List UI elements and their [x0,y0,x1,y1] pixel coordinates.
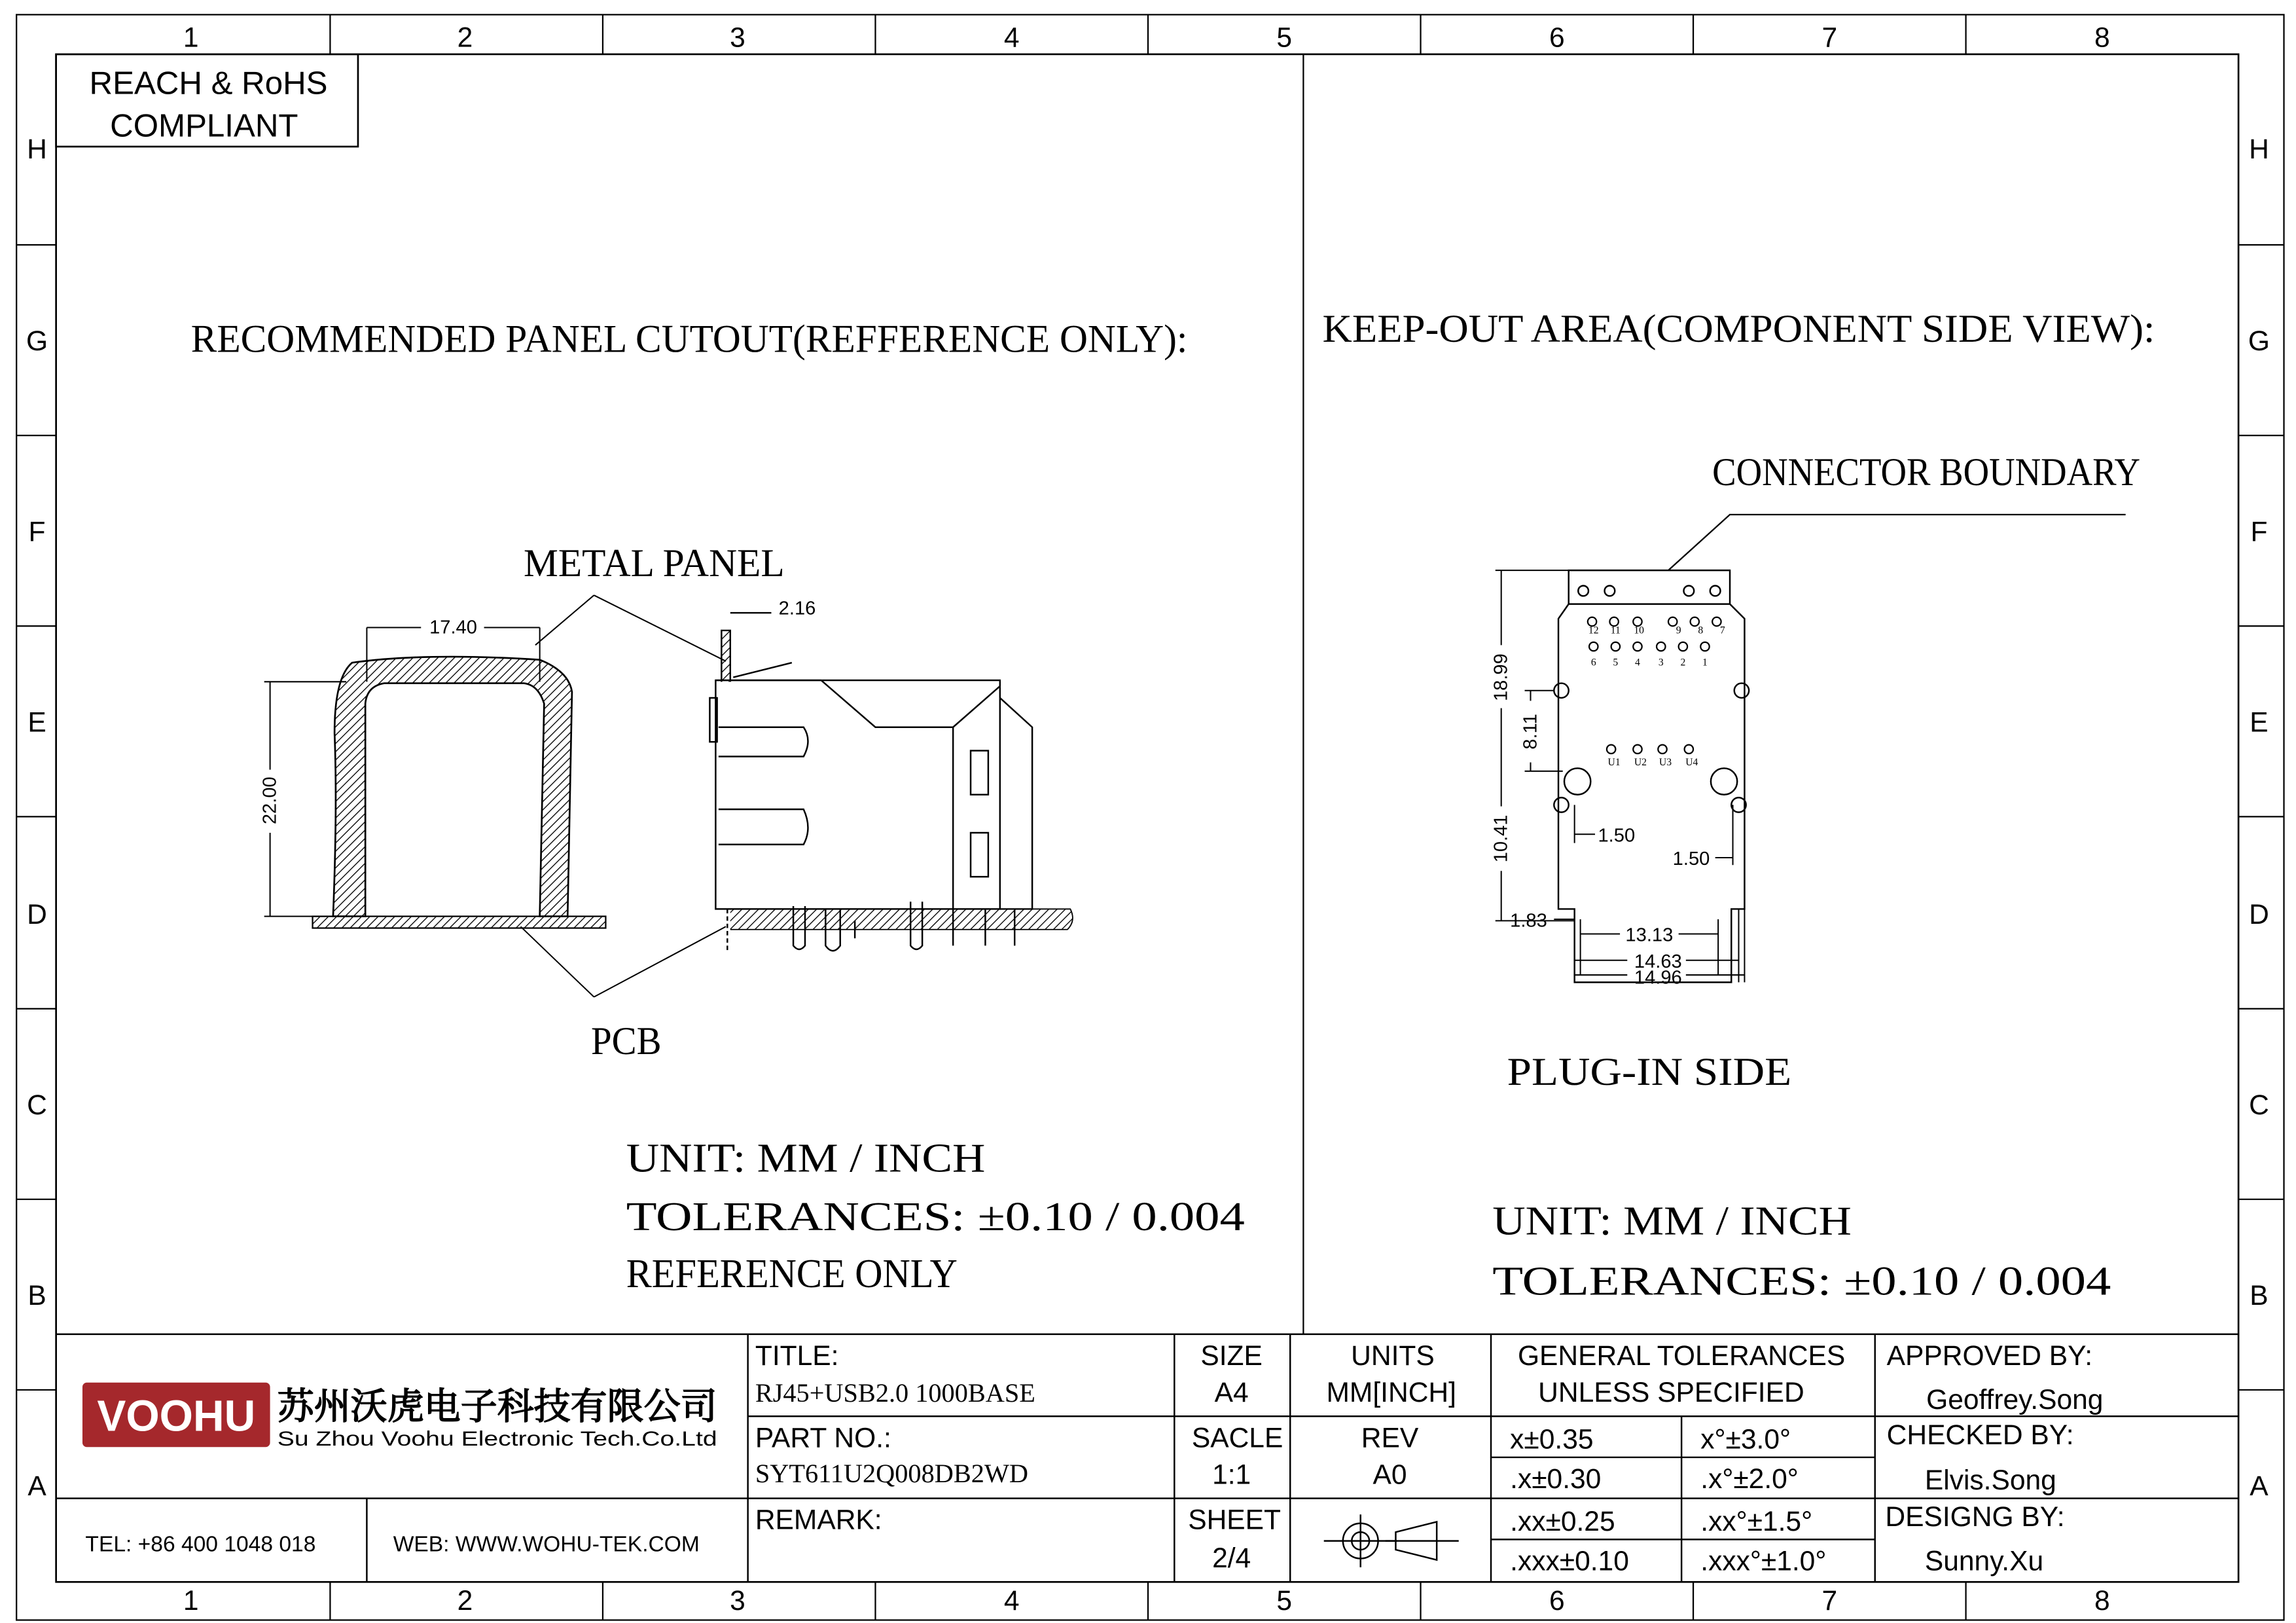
dim-13-13: 13.13 [1625,924,1674,946]
compliance-line1: REACH & RoHS [89,65,328,101]
designed-label: DESIGNG BY: [1885,1501,2065,1533]
title-value: RJ45+USB2.0 1000BASE [755,1377,1035,1408]
zone-col-5: 5 [1276,22,1293,54]
zone-col-6: 6 [1549,22,1565,54]
zone-col-7-bottom: 7 [1821,1584,1838,1616]
usb-label-u3: U3 [1659,756,1672,768]
pin-label-10: 10 [1634,625,1645,636]
sheet-value: 2/4 [1212,1542,1251,1574]
size-value: A4 [1214,1376,1249,1408]
zone-row-f-right: F [2250,516,2268,548]
panel-cutout [313,657,606,928]
metal-panel-label: METAL PANEL [524,541,785,586]
approved-label: APPROVED BY: [1886,1340,2093,1372]
voohu-logo [82,1383,270,1448]
dim-1-50-right: 1.50 [1672,848,1710,870]
pin-label-11: 11 [1610,625,1621,636]
zone-col-3-bottom: 3 [730,1584,745,1616]
usb-label-u1: U1 [1607,756,1621,768]
usb-label-u2: U2 [1634,756,1647,768]
zone-row-g-right: G [2248,325,2270,357]
zone-row-a: A [27,1470,46,1503]
left-heading: RECOMMENDED PANEL CUTOUT(REFFERENCE ONLY): [190,317,1188,361]
dim-panel-thickness: 2.16 [778,598,816,619]
rev-value: A0 [1372,1459,1407,1491]
tol-linear-1: .x±0.30 [1510,1463,1602,1495]
scale-value: 1:1 [1212,1459,1251,1491]
boundary-leader [1668,515,2126,570]
units-label: UNITS [1351,1340,1435,1372]
zone-col-1-bottom: 1 [183,1584,199,1616]
pin-label-4: 4 [1635,657,1640,668]
tol-angular-0: x°±3.0° [1700,1423,1791,1455]
right-note-unit: UNIT: MM / INCH [1492,1197,1852,1244]
left-note-tolerance: TOLERANCES: ±0.10 / 0.004 [626,1193,1245,1239]
dim-height: 22.00 [259,776,281,825]
pcb-label: PCB [591,1019,662,1064]
zone-row-e: E [27,706,46,739]
tol-linear-0: x±0.35 [1510,1423,1594,1455]
zone-col-5-bottom: 5 [1276,1584,1293,1616]
dim-10-41: 10.41 [1490,814,1512,863]
pin-label-5: 5 [1613,657,1619,668]
right-heading: KEEP-OUT AREA(COMPONENT SIDE VIEW): [1322,306,2155,351]
pin-label-8: 8 [1698,625,1704,636]
checked-label: CHECKED BY: [1886,1419,2074,1451]
zone-row-c-right: C [2249,1089,2269,1121]
zone-col-8: 8 [2094,22,2110,54]
left-note-reference: REFERENCE ONLY [626,1250,958,1297]
checked-value: Elvis.Song [1924,1465,2056,1497]
zone-row-g: G [26,325,48,357]
usb-label-u4: U4 [1685,756,1698,768]
zone-col-6-bottom: 6 [1549,1584,1565,1616]
rev-label: REV [1361,1422,1419,1454]
zone-col-2: 2 [457,22,473,54]
zone-row-b-right: B [2250,1280,2269,1312]
tol-angular-3: .xxx°±1.0° [1700,1545,1827,1577]
dim-18-99: 18.99 [1490,653,1512,702]
gen-tol-line2: UNLESS SPECIFIED [1538,1376,1804,1408]
tol-angular-2: .xx°±1.5° [1700,1505,1813,1537]
pin-label-3: 3 [1658,657,1664,668]
panel-dim-lines [264,595,726,997]
zone-row-d: D [27,898,47,930]
company-name-en: Su Zhou Voohu Electronic Tech.Co.Ltd [277,1427,717,1451]
zone-row-b: B [27,1280,46,1312]
zone-col-7: 7 [1821,22,1838,54]
connector-side-view [709,613,1072,953]
scale-label: SACLE [1191,1422,1283,1454]
zone-row-e-right: E [2250,706,2269,739]
designed-value: Sunny.Xu [1924,1545,2044,1577]
tol-linear-3: .xxx±0.10 [1510,1545,1629,1577]
pin-label-7: 7 [1719,625,1725,636]
part-label: PART NO.: [755,1422,891,1454]
company-name-cn: 苏州沃虎电子科技有限公司 [277,1385,717,1427]
zone-row-c: C [27,1089,47,1121]
zone-col-4: 4 [1003,22,1020,54]
projection-symbol-icon [1324,1514,1459,1567]
remark-label: REMARK: [755,1504,882,1536]
zone-col-2-bottom: 2 [457,1584,473,1616]
zone-col-1: 1 [183,22,199,54]
tol-angular-1: .x°±2.0° [1700,1463,1799,1495]
left-note-unit: UNIT: MM / INCH [626,1135,986,1181]
zone-row-h-right: H [2249,133,2269,165]
right-note-tolerance: TOLERANCES: ±0.10 / 0.004 [1492,1258,2111,1304]
pin-label-1: 1 [1702,657,1708,668]
zone-row-f: F [28,516,46,548]
title-label: TITLE: [755,1340,839,1372]
part-value: SYT611U2Q008DB2WD [755,1459,1028,1489]
dim-14-96: 14.96 [1634,967,1682,989]
zone-row-a-right: A [2250,1470,2269,1503]
boundary-label: CONNECTOR BOUNDARY [1712,450,2141,495]
plug-side-label: PLUG-IN SIDE [1507,1050,1792,1095]
zone-col-3: 3 [730,22,745,54]
units-value: MM[INCH] [1326,1376,1456,1408]
gen-tol-line1: GENERAL TOLERANCES [1517,1340,1846,1372]
logo-text: VOOHU [97,1391,256,1441]
zone-col-8-bottom: 8 [2094,1584,2110,1616]
zone-row-h: H [27,133,47,165]
web: WEB: WWW.WOHU-TEK.COM [393,1532,700,1557]
size-label: SIZE [1200,1340,1263,1372]
dim-1-50-left: 1.50 [1598,825,1636,847]
pin-label-2: 2 [1680,657,1686,668]
pin-label-6: 6 [1590,657,1596,668]
dim-14-63: 14.63 [1634,951,1682,972]
pin-label-12: 12 [1588,625,1599,636]
dim-8-11: 8.11 [1520,714,1541,750]
sheet-label: SHEET [1188,1504,1282,1536]
zone-col-4-bottom: 4 [1003,1584,1020,1616]
approved-value: Geoffrey.Song [1926,1384,2104,1416]
pin-label-9: 9 [1676,625,1681,636]
dim-width: 17.40 [429,617,477,638]
compliance-line2: COMPLIANT [110,107,298,144]
rj45-pins [1588,617,1721,754]
tel: TEL: +86 400 1048 018 [85,1532,316,1557]
zone-row-d-right: D [2249,898,2269,930]
tol-linear-2: .xx±0.25 [1510,1505,1615,1537]
dim-1-83: 1.83 [1510,910,1547,932]
